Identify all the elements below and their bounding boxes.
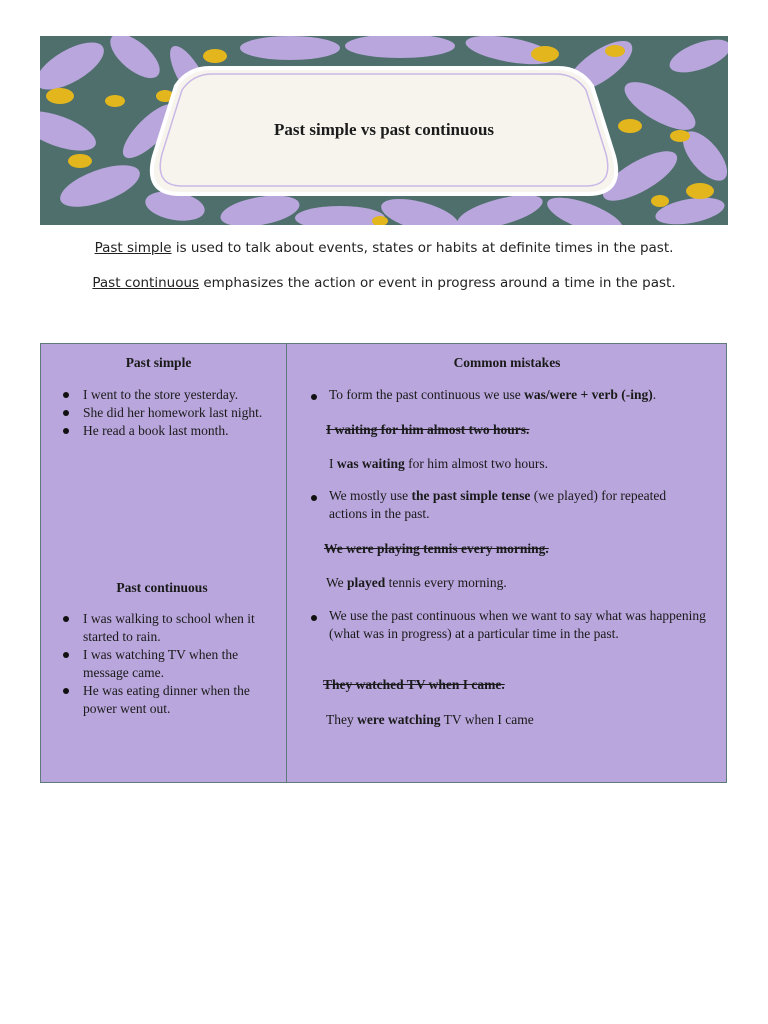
list-item: I was walking to school when it started to rain. bbox=[41, 610, 279, 646]
example-text: for him almost two hours. bbox=[404, 456, 549, 471]
example-bold: were watching bbox=[357, 712, 441, 727]
column-divider bbox=[286, 344, 287, 782]
intro-text-1: is used to talk about events, states or habits at definite times in the past. bbox=[171, 240, 674, 256]
rule-bold: the past simple tense bbox=[411, 488, 531, 503]
heading-past-continuous: Past continuous bbox=[116, 580, 208, 595]
header-banner bbox=[40, 36, 728, 225]
wrong-example-3: They watched TV when I came. bbox=[323, 677, 505, 692]
example-text: We bbox=[326, 575, 348, 590]
example-text: They bbox=[326, 712, 358, 727]
example-bold: played bbox=[347, 575, 386, 590]
list-item: He was eating dinner when the power went out. bbox=[41, 682, 279, 718]
rule-text: To form the past continuous we use bbox=[329, 387, 525, 402]
rule-text: . bbox=[652, 387, 657, 402]
list-item: He read a book last month. bbox=[41, 422, 276, 440]
bullet-dot bbox=[311, 394, 317, 400]
intro-text-2: emphasizes the action or event in progress around a time in the past. bbox=[199, 275, 676, 291]
example-bold: was waiting bbox=[336, 456, 405, 471]
comparison-table bbox=[40, 343, 727, 783]
past-simple-list bbox=[41, 386, 276, 440]
rule-bold: was/were + verb (-ing) bbox=[524, 387, 653, 402]
rule-text: (we played) for repeated actions in the past. bbox=[329, 488, 667, 521]
intro-past-simple bbox=[40, 240, 728, 256]
correct-example-2 bbox=[326, 574, 507, 592]
list-item: She did her homework last night. bbox=[41, 404, 276, 422]
bullet-dot bbox=[311, 495, 317, 501]
example-text: tennis every morning. bbox=[385, 575, 507, 590]
wrong-example-1: I waiting for him almost two hours. bbox=[326, 422, 530, 437]
mistake-rule-1 bbox=[329, 386, 719, 404]
past-continuous-list bbox=[41, 610, 279, 718]
list-item: I was watching TV when the message came. bbox=[41, 646, 279, 682]
example-text: I bbox=[329, 456, 337, 471]
intro-past-continuous bbox=[40, 275, 728, 291]
heading-past-simple: Past simple bbox=[125, 355, 192, 370]
page-title: Past simple vs past continuous bbox=[273, 120, 495, 139]
mistake-rule-3: We use the past continuous when we want to say what was happening (what was in progress) at a particular time in the past. bbox=[329, 608, 706, 641]
wrong-example-2: We were playing tennis every morning. bbox=[324, 541, 549, 556]
correct-example-1 bbox=[329, 455, 548, 473]
list-item: I went to the store yesterday. bbox=[41, 386, 276, 404]
correct-example-3 bbox=[326, 711, 534, 729]
rule-text: We mostly use bbox=[329, 488, 412, 503]
example-text: TV when I came bbox=[440, 712, 534, 727]
heading-common-mistakes: Common mistakes bbox=[453, 355, 561, 370]
term-past-simple: Past simple bbox=[94, 240, 172, 256]
mistake-rule-2 bbox=[329, 487, 689, 523]
bullet-dot bbox=[311, 615, 317, 621]
term-past-continuous: Past continuous bbox=[92, 275, 200, 291]
